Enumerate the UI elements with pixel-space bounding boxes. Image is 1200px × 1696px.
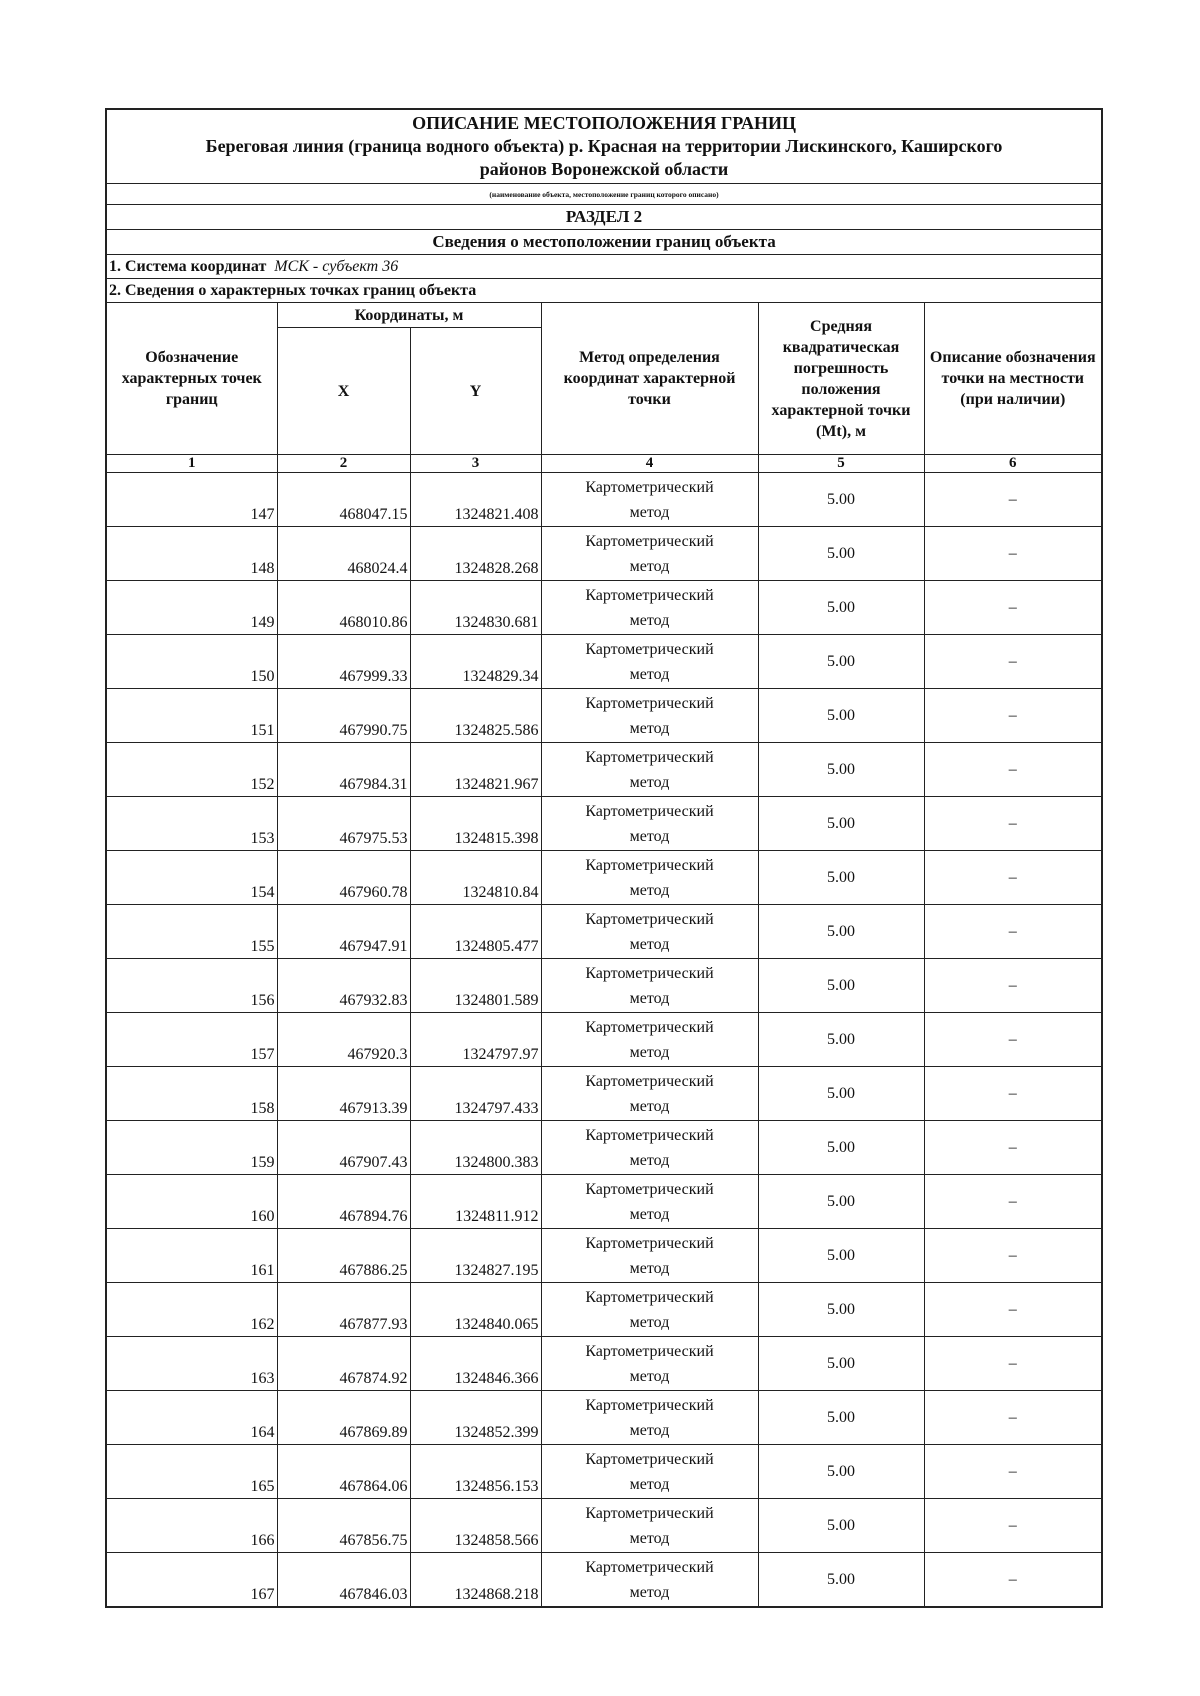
x-coordinate: 467907.43: [277, 1121, 410, 1175]
error-value: 5.00: [758, 689, 924, 743]
y-coordinate: 1324801.589: [410, 959, 541, 1013]
error-value: 5.00: [758, 1013, 924, 1067]
y-coordinate: 1324856.153: [410, 1445, 541, 1499]
description-value: –: [924, 1013, 1102, 1067]
error-value: 5.00: [758, 1499, 924, 1553]
y-coordinate: 1324829.34: [410, 635, 541, 689]
table-row: [106, 1013, 1102, 1067]
y-coordinate: 1324800.383: [410, 1121, 541, 1175]
table-row: [106, 743, 1102, 797]
error-value: 5.00: [758, 473, 924, 527]
method-line-2: метод: [629, 1313, 670, 1331]
y-coordinate: 1324825.586: [410, 689, 541, 743]
x-coordinate: 467894.76: [277, 1175, 410, 1229]
method-line-1: Картометрический: [585, 1396, 714, 1414]
y-coordinate: 1324821.408: [410, 473, 541, 527]
point-number: 167: [106, 1553, 277, 1608]
method-cell: [541, 527, 758, 581]
method-cell: [541, 851, 758, 905]
y-coordinate: 1324811.912: [410, 1175, 541, 1229]
method-cell: [541, 689, 758, 743]
point-number: 158: [106, 1067, 277, 1121]
method-line-2: метод: [629, 1043, 670, 1061]
coordinate-system-label: 1. Система координат: [109, 257, 267, 275]
object-name-line-2: районов Воронежской области: [479, 159, 729, 179]
method-cell: [541, 797, 758, 851]
table-row: [106, 527, 1102, 581]
error-value: 5.00: [758, 1553, 924, 1608]
object-name-note: (наименование объекта, местоположение границ которого описано): [106, 184, 1102, 205]
table-row: [106, 689, 1102, 743]
method-line-2: метод: [629, 935, 670, 953]
section-title: Сведения о местоположении границ объекта: [106, 230, 1102, 255]
y-coordinate: 1324852.399: [410, 1391, 541, 1445]
col-number-4: 4: [541, 455, 758, 473]
x-coordinate: 467856.75: [277, 1499, 410, 1553]
method-cell: [541, 1553, 758, 1608]
point-number: 159: [106, 1121, 277, 1175]
x-coordinate: 467869.89: [277, 1391, 410, 1445]
y-coordinate: 1324827.195: [410, 1229, 541, 1283]
object-name-line-1: Береговая линия (граница водного объекта) р. Красная на территории Лискинского, Каширского: [205, 136, 1003, 156]
x-coordinate: 467947.91: [277, 905, 410, 959]
method-line-1: Картометрический: [585, 910, 714, 928]
error-value: 5.00: [758, 1121, 924, 1175]
y-coordinate: 1324830.681: [410, 581, 541, 635]
error-value: 5.00: [758, 1229, 924, 1283]
description-value: –: [924, 581, 1102, 635]
description-value: –: [924, 1337, 1102, 1391]
method-line-1: Картометрический: [585, 1342, 714, 1360]
point-number: 164: [106, 1391, 277, 1445]
point-number: 162: [106, 1283, 277, 1337]
x-coordinate: 467960.78: [277, 851, 410, 905]
method-line-2: метод: [629, 557, 670, 575]
point-number: 151: [106, 689, 277, 743]
error-value: 5.00: [758, 1175, 924, 1229]
method-line-1: Картометрический: [585, 640, 714, 658]
method-cell: [541, 1283, 758, 1337]
y-coordinate: 1324828.268: [410, 527, 541, 581]
error-value: 5.00: [758, 743, 924, 797]
points-section-title: 2. Сведения о характерных точках границ объекта: [106, 279, 1102, 303]
method-line-1: Картометрический: [585, 1126, 714, 1144]
method-cell: [541, 959, 758, 1013]
method-line-2: метод: [629, 1205, 670, 1223]
method-line-2: метод: [629, 773, 670, 791]
description-value: –: [924, 797, 1102, 851]
table-row: [106, 851, 1102, 905]
method-line-1: Картометрический: [585, 694, 714, 712]
document-sheet: [105, 108, 1101, 1608]
method-line-1: Картометрический: [585, 1558, 714, 1576]
y-coordinate: 1324815.398: [410, 797, 541, 851]
point-number: 148: [106, 527, 277, 581]
method-line-1: Картометрический: [585, 856, 714, 874]
method-cell: [541, 1499, 758, 1553]
point-number: 165: [106, 1445, 277, 1499]
points-table-body: [106, 473, 1102, 1608]
table-row: [106, 1229, 1102, 1283]
description-value: –: [924, 851, 1102, 905]
table-row: [106, 473, 1102, 527]
description-value: –: [924, 1553, 1102, 1608]
col-header-method: Метод определения координат характерной точки: [541, 303, 758, 455]
method-line-1: Картометрический: [585, 748, 714, 766]
table-row: [106, 1391, 1102, 1445]
method-line-1: Картометрический: [585, 1018, 714, 1036]
description-value: –: [924, 743, 1102, 797]
description-value: –: [924, 1499, 1102, 1553]
point-number: 152: [106, 743, 277, 797]
x-coordinate: 467846.03: [277, 1553, 410, 1608]
point-number: 163: [106, 1337, 277, 1391]
method-line-1: Картометрический: [585, 532, 714, 550]
method-cell: [541, 743, 758, 797]
point-number: 154: [106, 851, 277, 905]
x-coordinate: 467877.93: [277, 1283, 410, 1337]
method-line-2: метод: [629, 503, 670, 521]
col-header-y: Y: [410, 328, 541, 455]
table-row: [106, 959, 1102, 1013]
y-coordinate: 1324821.967: [410, 743, 541, 797]
method-cell: [541, 1337, 758, 1391]
description-value: –: [924, 1391, 1102, 1445]
description-value: –: [924, 1445, 1102, 1499]
coordinate-system-row: [106, 255, 1102, 279]
description-value: –: [924, 635, 1102, 689]
col-header-coords: Координаты, м: [277, 303, 541, 328]
error-value: 5.00: [758, 905, 924, 959]
x-coordinate: 467874.92: [277, 1337, 410, 1391]
table-row: [106, 1283, 1102, 1337]
table-row: [106, 1067, 1102, 1121]
table-row: [106, 1121, 1102, 1175]
method-line-2: метод: [629, 827, 670, 845]
method-line-2: метод: [629, 1151, 670, 1169]
point-number: 150: [106, 635, 277, 689]
error-value: 5.00: [758, 1337, 924, 1391]
error-value: 5.00: [758, 851, 924, 905]
method-line-2: метод: [629, 1367, 670, 1385]
error-value: 5.00: [758, 959, 924, 1013]
y-coordinate: 1324797.433: [410, 1067, 541, 1121]
y-coordinate: 1324797.97: [410, 1013, 541, 1067]
method-cell: [541, 1229, 758, 1283]
y-coordinate: 1324810.84: [410, 851, 541, 905]
point-number: 166: [106, 1499, 277, 1553]
y-coordinate: 1324805.477: [410, 905, 541, 959]
x-coordinate: 468047.15: [277, 473, 410, 527]
error-value: 5.00: [758, 1067, 924, 1121]
method-line-1: Картометрический: [585, 1504, 714, 1522]
section-number: РАЗДЕЛ 2: [106, 205, 1102, 230]
method-cell: [541, 1121, 758, 1175]
method-cell: [541, 1391, 758, 1445]
description-value: –: [924, 1175, 1102, 1229]
y-coordinate: 1324840.065: [410, 1283, 541, 1337]
point-number: 156: [106, 959, 277, 1013]
error-value: 5.00: [758, 1445, 924, 1499]
col-number-5: 5: [758, 455, 924, 473]
method-line-1: Картометрический: [585, 964, 714, 982]
error-value: 5.00: [758, 635, 924, 689]
method-line-2: метод: [629, 611, 670, 629]
description-value: –: [924, 959, 1102, 1013]
table-row: [106, 1553, 1102, 1608]
method-cell: [541, 905, 758, 959]
x-coordinate: 467990.75: [277, 689, 410, 743]
error-value: 5.00: [758, 1283, 924, 1337]
method-line-2: метод: [629, 1475, 670, 1493]
method-line-2: метод: [629, 989, 670, 1007]
method-line-2: метод: [629, 719, 670, 737]
coordinate-system-value: МСК - субъект 36: [274, 257, 399, 275]
col-header-point: Обозначение характерных точек границ: [106, 303, 277, 455]
table-row: [106, 1337, 1102, 1391]
description-value: –: [924, 905, 1102, 959]
y-coordinate: 1324868.218: [410, 1553, 541, 1608]
point-number: 161: [106, 1229, 277, 1283]
col-number-1: 1: [106, 455, 277, 473]
method-line-1: Картометрический: [585, 478, 714, 496]
method-cell: [541, 1445, 758, 1499]
x-coordinate: 467913.39: [277, 1067, 410, 1121]
point-number: 160: [106, 1175, 277, 1229]
description-value: –: [924, 473, 1102, 527]
table-row: [106, 797, 1102, 851]
col-header-x: X: [277, 328, 410, 455]
method-line-1: Картометрический: [585, 802, 714, 820]
method-line-2: метод: [629, 1529, 670, 1547]
method-line-1: Картометрический: [585, 1450, 714, 1468]
point-number: 153: [106, 797, 277, 851]
method-line-1: Картометрический: [585, 1234, 714, 1252]
x-coordinate: 467886.25: [277, 1229, 410, 1283]
y-coordinate: 1324858.566: [410, 1499, 541, 1553]
description-value: –: [924, 1121, 1102, 1175]
table-row: [106, 905, 1102, 959]
method-cell: [541, 1067, 758, 1121]
point-number: 155: [106, 905, 277, 959]
table-row: [106, 1445, 1102, 1499]
description-value: –: [924, 689, 1102, 743]
boundary-table: [105, 108, 1103, 1608]
table-row: [106, 581, 1102, 635]
x-coordinate: 467975.53: [277, 797, 410, 851]
table-row: [106, 1175, 1102, 1229]
method-line-1: Картометрический: [585, 1180, 714, 1198]
description-value: –: [924, 1283, 1102, 1337]
point-number: 147: [106, 473, 277, 527]
method-cell: [541, 1175, 758, 1229]
point-number: 149: [106, 581, 277, 635]
x-coordinate: 467864.06: [277, 1445, 410, 1499]
col-header-description: Описание обозначения точки на местности (при наличии): [924, 303, 1102, 455]
method-line-1: Картометрический: [585, 1288, 714, 1306]
col-number-2: 2: [277, 455, 410, 473]
description-value: –: [924, 1067, 1102, 1121]
x-coordinate: 467932.83: [277, 959, 410, 1013]
x-coordinate: 467920.3: [277, 1013, 410, 1067]
method-line-1: Картометрический: [585, 1072, 714, 1090]
description-value: –: [924, 1229, 1102, 1283]
col-header-error: Средняя квадратическая погрешность положения характерной точки (Mt), м: [758, 303, 924, 455]
error-value: 5.00: [758, 1391, 924, 1445]
method-line-2: метод: [629, 665, 670, 683]
method-line-2: метод: [629, 881, 670, 899]
x-coordinate: 468024.4: [277, 527, 410, 581]
table-row: [106, 1499, 1102, 1553]
method-line-2: метод: [629, 1421, 670, 1439]
x-coordinate: 467984.31: [277, 743, 410, 797]
method-cell: [541, 473, 758, 527]
x-coordinate: 467999.33: [277, 635, 410, 689]
document-title: ОПИСАНИЕ МЕСТОПОЛОЖЕНИЯ ГРАНИЦ: [412, 113, 796, 133]
x-coordinate: 468010.86: [277, 581, 410, 635]
method-line-2: метод: [629, 1259, 670, 1277]
error-value: 5.00: [758, 581, 924, 635]
col-number-3: 3: [410, 455, 541, 473]
method-cell: [541, 635, 758, 689]
method-line-2: метод: [629, 1583, 670, 1601]
document-header: [106, 109, 1102, 184]
method-line-2: метод: [629, 1097, 670, 1115]
error-value: 5.00: [758, 527, 924, 581]
description-value: –: [924, 527, 1102, 581]
method-cell: [541, 581, 758, 635]
point-number: 157: [106, 1013, 277, 1067]
col-number-6: 6: [924, 455, 1102, 473]
y-coordinate: 1324846.366: [410, 1337, 541, 1391]
error-value: 5.00: [758, 797, 924, 851]
method-cell: [541, 1013, 758, 1067]
table-row: [106, 635, 1102, 689]
method-line-1: Картометрический: [585, 586, 714, 604]
